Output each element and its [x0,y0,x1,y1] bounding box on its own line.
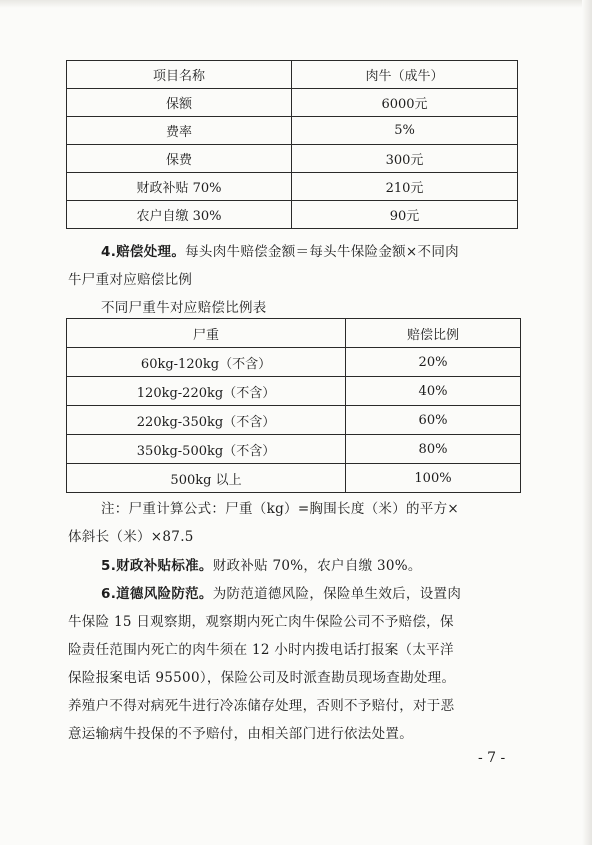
section5-heading: 5.财政补贴标准。 [101,558,213,574]
table-row [67,406,521,435]
page-edge-right [582,0,592,845]
table-cell: 费率 [67,117,292,145]
page-edge-top [0,0,592,8]
table-cell: 210元 [292,173,518,201]
section6-line5: 养殖户不得对病死牛进行冷冻储存处理，否则不予赔付，对于恶 [68,698,455,714]
table-row [67,377,521,406]
section5-line [101,554,422,574]
section6-line2: 牛保险 15 日观察期，观察期内死亡肉牛保险公司不予赔偿，保 [68,614,454,630]
section4-line2: 牛尸重对应赔偿比例 [68,272,193,288]
table-row [67,145,518,173]
table-cell: 财政补贴 70% [67,173,292,201]
section4-line1 [101,240,459,260]
table-cell: 保额 [67,89,292,117]
table-cell: 220kg-350kg（不含） [67,406,346,435]
note-line2: 体斜长（米）×87.5 [68,529,194,545]
table-row [67,89,518,117]
note-line1: 注：尸重计算公式：尸重（kg）=胸围长度（米）的平方× [101,501,460,517]
table-cell: 20% [346,348,521,377]
table-cell: 保费 [67,145,292,173]
table-cell: 300元 [292,145,518,173]
page-number: - 7 - [478,750,506,766]
table-header-row [67,319,521,348]
section6-line1 [101,582,461,602]
section4-text: 每头肉牛赔偿金额＝每头牛保险金额×不同肉 [185,244,459,260]
table-row [67,117,518,145]
section6-line4: 保险报案电话 95500），保险公司及时派查勘员现场查勘处理。 [68,670,456,686]
table2-caption: 不同尸重牛对应赔偿比例表 [101,300,267,316]
compensation-ratio-table [66,318,521,493]
table-row [67,435,521,464]
table-row [67,173,518,201]
table-cell: 5% [292,117,518,145]
table-cell: 80% [346,435,521,464]
table-cell: 60kg-120kg（不含） [67,348,346,377]
section4-heading: 4.赔偿处理。 [101,244,186,260]
table-cell: 500kg 以上 [67,464,346,493]
section6-line6: 意运输病牛投保的不予赔付，由相关部门进行依法处置。 [68,726,413,742]
table-header-cell: 项目名称 [67,61,292,89]
table-header-cell: 肉牛（成牛） [292,61,518,89]
insurance-premium-table [66,60,518,229]
table-row [67,201,518,229]
section6-text: 为防范道德风险，保险单生效后，设置肉 [212,586,462,602]
table-cell: 90元 [292,201,518,229]
table-row [67,348,521,377]
section6-heading: 6.道德风险防范。 [101,586,213,602]
table-cell: 350kg-500kg（不含） [67,435,346,464]
section5-text: 财政补贴 70%，农户自缴 30%。 [212,558,422,574]
table-cell: 农户自缴 30% [67,201,292,229]
table-header-cell: 尸重 [67,319,346,348]
section6-line3: 险责任范围内死亡的肉牛须在 12 小时内拨电话打报案（太平洋 [68,642,454,658]
table-cell: 6000元 [292,89,518,117]
table-cell: 100% [346,464,521,493]
table-cell: 120kg-220kg（不含） [67,377,346,406]
table-cell: 40% [346,377,521,406]
table-row [67,464,521,493]
table-header-row [67,61,518,89]
table-cell: 60% [346,406,521,435]
table-header-cell: 赔偿比例 [346,319,521,348]
